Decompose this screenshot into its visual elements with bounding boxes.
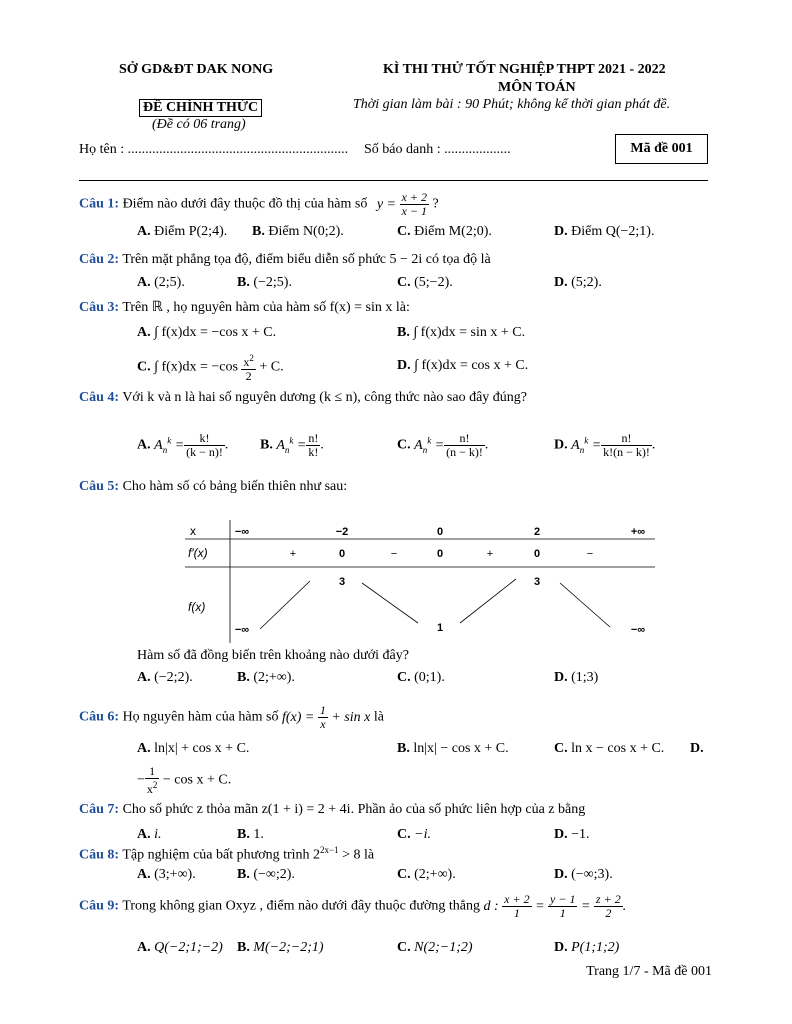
q5-option-a[interactable]: A. (−2;2).	[137, 670, 193, 685]
q2-option-b[interactable]: B. (−2;5).	[237, 275, 292, 290]
q1-formula: y = $\frac{x + 2}{x - 1}$	[376, 190, 427, 218]
q1-option-d[interactable]: D. Điểm Q(−2;1).	[554, 224, 655, 239]
derivative-sign: −	[390, 548, 398, 560]
q6-option-c[interactable]: C. ln x − cos x + C.	[554, 741, 665, 756]
question-2	[79, 252, 491, 268]
f-label: f(x)	[188, 600, 206, 614]
q4-option-d[interactable]: D. $A_n^k$ = $\frac{n!}{k!(n - k)!}$ .	[554, 431, 656, 459]
q3-option-d[interactable]: D. ∫ f(x)dx = cos x + C.	[397, 358, 529, 373]
x-value: −2	[335, 526, 349, 538]
official-badge: ĐỀ CHÍNH THỨC	[139, 99, 262, 117]
question-5	[79, 479, 347, 495]
page-footer: Trang 1/7 - Mã đề 001	[586, 964, 712, 979]
q9-label: Câu 9:	[79, 898, 120, 914]
variation-table	[180, 515, 660, 645]
arrow-down-1	[362, 583, 418, 623]
q8-option-a[interactable]: A. (3;+∞).	[137, 867, 196, 882]
x-label: x	[190, 524, 196, 538]
department: SỞ GD&ĐT DAK NONG	[119, 62, 274, 77]
duration: Thời gian làm bài : 90 Phút; không kể thời gian phát đề.	[353, 97, 671, 112]
q4-option-c[interactable]: C. $A_n^k$ = $\frac{n!}{(n - k)!}$ .	[397, 431, 489, 459]
q7-option-c[interactable]: C. −i.	[397, 827, 431, 842]
q4-text: Với k và n là hai số nguyên dương (k ≤ n), công thức nào sao đây đúng?	[122, 390, 528, 405]
f-value: 3	[338, 576, 346, 588]
q5-text: Cho hàm số có bảng biến thiên như sau:	[122, 479, 348, 494]
q8-option-b[interactable]: B. (−∞;2).	[237, 867, 295, 882]
q5-option-b[interactable]: B. (2;+∞).	[237, 670, 295, 685]
q6-option-b[interactable]: B. ln|x| − cos x + C.	[397, 741, 509, 756]
q3-option-c[interactable]: C. ∫ f(x)dx = −cos $\frac{x^2}{2}$ + C.	[137, 353, 284, 383]
q5-option-c[interactable]: C. (0;1).	[397, 670, 445, 685]
q3-label: Câu 3:	[79, 300, 120, 315]
f-value: −∞	[630, 624, 646, 636]
q5-question: Hàm số đã đồng biến trên khoảng nào dưới đây?	[137, 648, 409, 663]
arrow-up-2	[460, 579, 516, 623]
x-value: 2	[533, 526, 541, 538]
pages-note: (Đề có 06 trang)	[152, 117, 246, 132]
q4-option-b[interactable]: B. $A_n^k$ = $\frac{n!}{k!}$ .	[260, 431, 324, 459]
x-value: −∞	[234, 526, 250, 538]
q3-text: Trên ℝ , họ nguyên hàm của hàm số f(x) = sin x là:	[122, 300, 410, 315]
q9-text: Trong không gian Oxyz , điểm nào dưới đây thuộc đường thẳng	[122, 898, 480, 914]
question-9	[79, 893, 626, 920]
q2-label: Câu 2:	[79, 252, 120, 267]
q2-option-c[interactable]: C. (5;−2).	[397, 275, 453, 290]
q9-option-d[interactable]: D. P(1;1;2)	[554, 940, 620, 955]
derivative-sign: +	[486, 548, 494, 560]
q4-option-a[interactable]: A. $A_n^k$ = $\frac{k!}{(k - n)!}$ .	[137, 431, 229, 459]
q2-text: Trên mặt phẳng tọa độ, điểm biểu diễn số phức 5 − 2i có tọa độ là	[122, 252, 491, 267]
q7-option-a[interactable]: A. i.	[137, 827, 162, 842]
derivative-sign: −	[586, 548, 594, 560]
derivative-sign: 0	[338, 548, 346, 560]
q2-option-a[interactable]: A. (2;5).	[137, 275, 185, 290]
q1-text: Điểm nào dưới đây thuộc đồ thị của hàm số	[122, 196, 368, 212]
f-value: 1	[436, 622, 444, 634]
q1-label: Câu 1:	[79, 196, 120, 212]
derivative-sign: +	[289, 548, 297, 560]
header-divider	[79, 180, 708, 181]
derivative-sign: 0	[533, 548, 541, 560]
x-value: 0	[436, 526, 444, 538]
q8-option-c[interactable]: C. (2;+∞).	[397, 867, 456, 882]
fp-label: f′(x)	[188, 546, 208, 560]
q9-option-b[interactable]: B. M(−2;−2;1)	[237, 940, 324, 955]
q6-option-a[interactable]: A. ln|x| + cos x + C.	[137, 741, 250, 756]
q5-label: Câu 5:	[79, 479, 120, 494]
q7-option-d[interactable]: D. −1.	[554, 827, 590, 842]
question-3	[79, 299, 410, 316]
f-value: −∞	[234, 624, 250, 636]
q1-option-c[interactable]: C. Điểm M(2;0).	[397, 224, 492, 239]
q3-option-b[interactable]: B. ∫ f(x)dx = sin x + C.	[397, 325, 526, 340]
q9-option-a[interactable]: A. Q(−2;1;−2)	[137, 940, 223, 955]
q8-label: Câu 8:	[79, 847, 120, 863]
q3-option-a[interactable]: A. ∫ f(x)dx = −cos x + C.	[137, 325, 277, 340]
q6-label: Câu 6:	[79, 709, 120, 725]
q6-text: Họ nguyên hàm của hàm số	[122, 709, 279, 725]
q6-tail: là	[373, 709, 384, 725]
q6-option-d-label[interactable]: D.	[690, 741, 704, 756]
q2-option-d[interactable]: D. (5;2).	[554, 275, 602, 290]
exam-title: KÌ THI THỬ TỐT NGHIỆP THPT 2021 - 2022	[383, 62, 666, 77]
q6-formula: f(x) = $\frac{1}{x}$ + sin x	[281, 703, 371, 731]
question-4	[79, 390, 527, 406]
q5-option-d[interactable]: D. (1;3)	[554, 670, 599, 685]
id-field: Số báo danh : ...................	[364, 142, 511, 157]
arrow-down-2	[560, 583, 610, 627]
q7-label: Câu 7:	[79, 802, 120, 817]
q8-text-end: > 8 là	[338, 847, 375, 863]
q6-option-d[interactable]: − $\frac{1}{x^2}$ − cos x + C.	[137, 764, 232, 796]
question-7	[79, 802, 585, 818]
name-field: Họ tên : ...............................................................	[79, 142, 349, 157]
q1-tail: ?	[432, 196, 439, 212]
arrow-up-1	[260, 581, 310, 629]
q1-option-b[interactable]: B. Điểm N(0;2).	[252, 224, 344, 239]
derivative-sign: 0	[436, 548, 444, 560]
q8-option-d[interactable]: D. (−∞;3).	[554, 867, 613, 882]
q8-exponent: 2x−1	[320, 845, 339, 855]
q7-option-b[interactable]: B. 1.	[237, 827, 264, 842]
q7-text: Cho số phức z thỏa mãn z(1 + i) = 2 + 4i. Phần ảo của số phức liên hợp của z bằng	[122, 802, 586, 817]
x-value: +∞	[630, 526, 646, 538]
f-value: 3	[533, 576, 541, 588]
exam-code-box: Mã đề 001	[615, 134, 708, 164]
question-8	[79, 845, 374, 864]
subject: MÔN TOÁN	[498, 80, 576, 95]
q1-option-a[interactable]: A. Điểm P(2;4).	[137, 224, 228, 239]
q9-option-c[interactable]: C. N(2;−1;2)	[397, 940, 473, 955]
q9-formula: d : $\frac{x + 2}{1}$ = $\frac{y - 1}{1}$ = $\frac{z + 2}{2}$ .	[483, 892, 627, 920]
question-6	[79, 704, 384, 731]
question-1	[79, 191, 439, 218]
q4-label: Câu 4:	[79, 390, 120, 405]
q8-text: Tập nghiệm của bất phương trình 2	[122, 847, 321, 863]
